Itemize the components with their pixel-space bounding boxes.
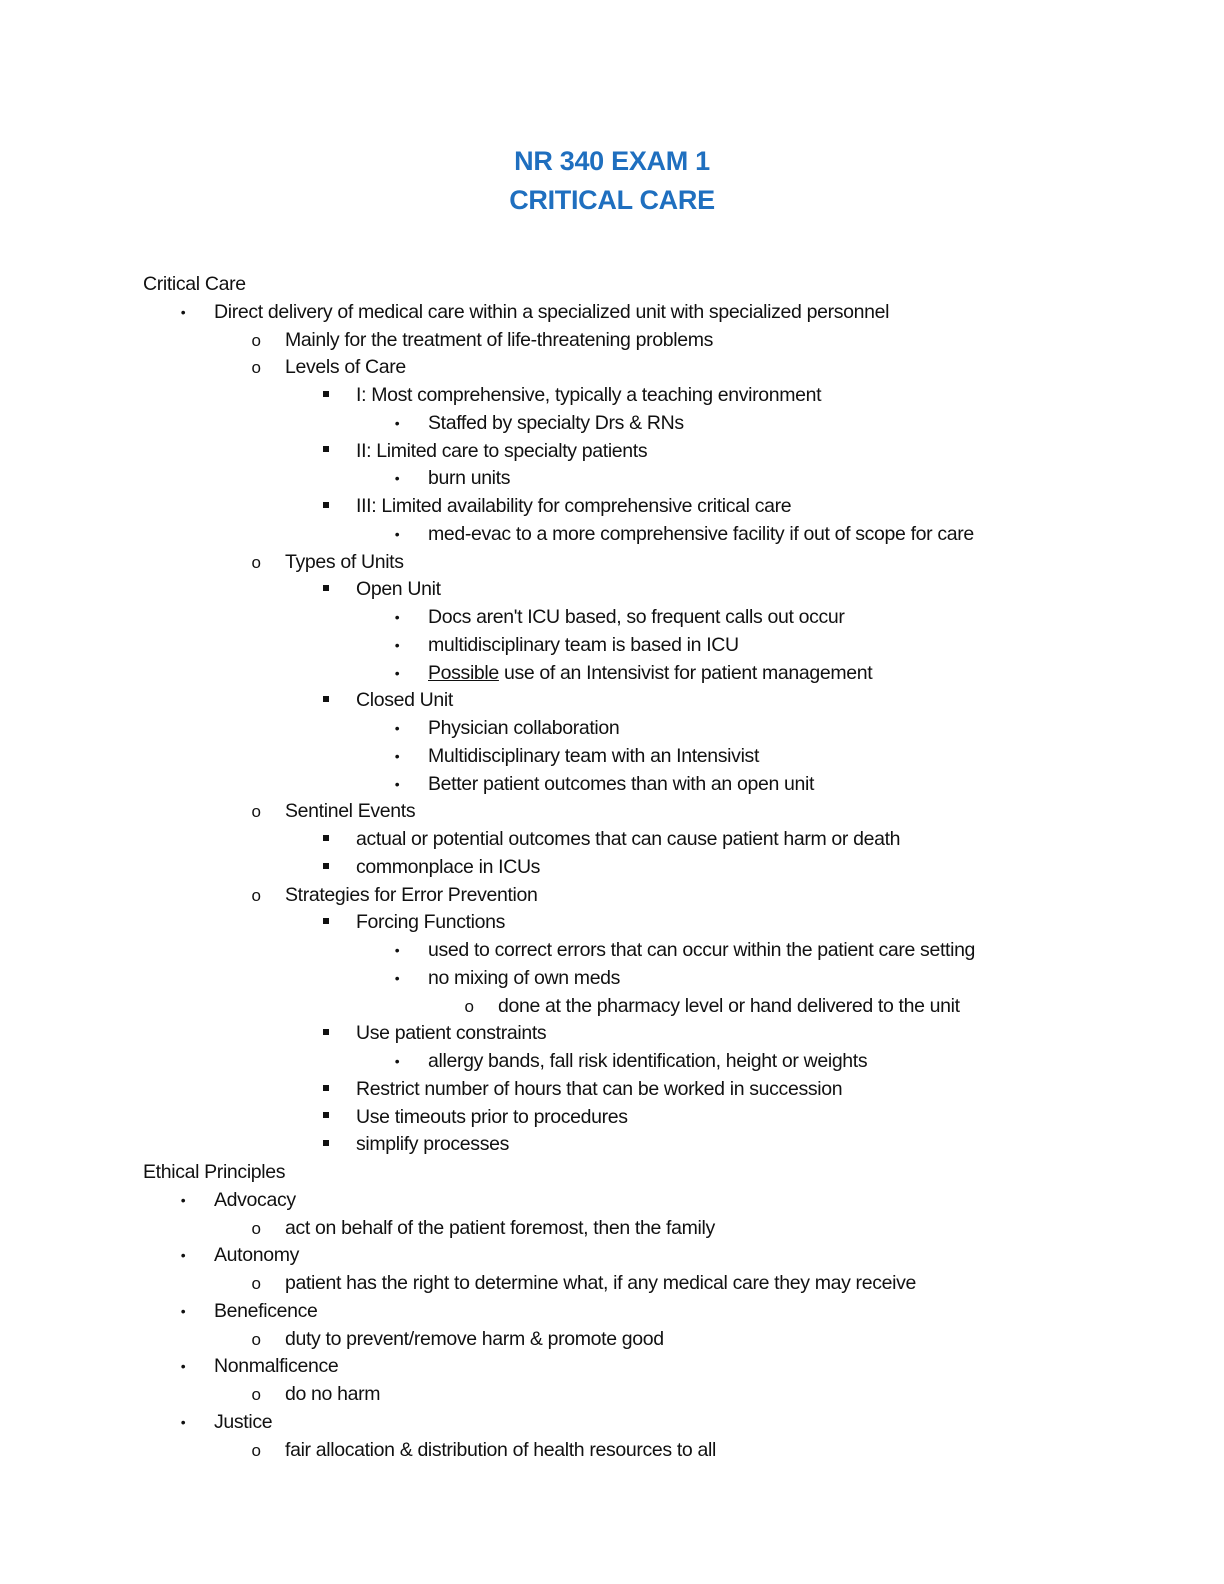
list-item — [0, 937, 1224, 965]
bullet-icon: • — [394, 609, 400, 625]
list-item — [0, 465, 1224, 493]
document-title: NR 340 EXAM 1 — [514, 146, 710, 176]
square-bullet-icon — [319, 909, 333, 937]
square-bullet-shape — [323, 696, 329, 702]
square-bullet-icon — [319, 826, 333, 854]
circle-bullet-icon: o — [251, 330, 261, 350]
list-item-text: Nonmalficence — [214, 1355, 339, 1378]
list-item-text: Advocacy — [214, 1188, 296, 1211]
bullet-icon: • — [180, 1247, 186, 1264]
bullet-icon: • — [394, 775, 400, 792]
square-bullet-icon — [319, 382, 333, 410]
list-item-text: II: Limited care to specialty patients — [356, 439, 648, 462]
list-item — [0, 382, 1224, 410]
circle-bullet-icon: o — [251, 552, 261, 572]
circle-bullet-icon: o — [251, 802, 261, 822]
circle-bullet-icon: o — [251, 1385, 261, 1404]
square-bullet-shape — [323, 1029, 329, 1035]
list-item-text: med-evac to a more comprehensive facility if out of scope for care — [428, 522, 974, 545]
list-item — [0, 1076, 1224, 1104]
bullet-icon: • — [180, 1358, 186, 1375]
list-item-text: Staffed by specialty Drs & RNs — [428, 411, 684, 434]
list-item-text: Beneficence — [214, 1299, 318, 1322]
list-item-text: Types of Units — [285, 550, 404, 573]
list-item-text: simplify processes — [356, 1133, 509, 1156]
underlined-text: Possible — [428, 661, 499, 684]
list-item-text: do no harm — [285, 1383, 381, 1405]
bullet-icon: • — [394, 720, 400, 736]
list-item-text: III: Limited availability for comprehensive critical care — [356, 495, 792, 517]
list-item-text: Restrict number of hours that can be worked in succession — [356, 1077, 843, 1100]
list-item-text: I: Most comprehensive, typically a teaching environment — [356, 384, 822, 406]
square-bullet-icon — [319, 1020, 333, 1048]
list-item-text: Docs aren't ICU based, so frequent calls out occur — [428, 606, 845, 628]
list-item-text — [428, 660, 872, 688]
square-bullet-icon — [319, 438, 333, 466]
square-bullet-shape — [323, 446, 329, 452]
square-bullet-shape — [323, 835, 329, 841]
bullet-icon: • — [180, 1302, 186, 1319]
list-item — [0, 882, 1224, 910]
square-bullet-icon — [319, 493, 333, 521]
square-bullet-shape — [323, 1140, 329, 1146]
circle-bullet-icon: o — [251, 1274, 261, 1293]
list-item-text: Mainly for the treatment of life-threatening problems — [285, 328, 713, 351]
list-item — [0, 715, 1224, 743]
list-item-text: done at the pharmacy level or hand delivered to the unit — [498, 994, 960, 1017]
square-bullet-shape — [323, 391, 329, 397]
list-item-text-rest: use of an Intensivist for patient management — [498, 661, 873, 684]
bullet-icon: • — [180, 1413, 186, 1430]
bullet-icon: • — [394, 664, 400, 681]
list-item-text: Sentinel Events — [285, 800, 416, 823]
circle-bullet-icon: o — [251, 885, 261, 905]
list-item — [0, 576, 1224, 604]
section-heading — [0, 1159, 1224, 1187]
list-item-text: Closed Unit — [356, 689, 453, 712]
list-item — [0, 1048, 1224, 1076]
outline-body — [0, 271, 1224, 1464]
list-item — [0, 1326, 1224, 1354]
list-item-text: Use patient constraints — [356, 1022, 547, 1045]
list-item-text: Levels of Care — [285, 356, 406, 379]
list-item-text: used to correct errors that can occur within the patient care setting — [428, 939, 976, 961]
list-item — [0, 327, 1224, 355]
list-item — [0, 299, 1224, 327]
list-item — [0, 1242, 1224, 1270]
bullet-icon: • — [394, 969, 400, 986]
square-bullet-shape — [323, 585, 329, 591]
list-item — [0, 1104, 1224, 1132]
list-item-text: fair allocation & distribution of health resources to all — [285, 1438, 716, 1461]
list-item — [0, 909, 1224, 937]
circle-bullet-icon: o — [464, 996, 474, 1016]
list-item-text: actual or potential outcomes that can cause patient harm or death — [356, 828, 901, 850]
section-heading — [0, 271, 1224, 299]
bullet-icon: • — [394, 1053, 400, 1069]
circle-bullet-icon: o — [251, 358, 261, 378]
list-item — [0, 965, 1224, 993]
list-item — [0, 1409, 1224, 1437]
list-item-text: Strategies for Error Prevention — [285, 883, 538, 906]
list-item — [0, 1437, 1224, 1465]
list-item — [0, 354, 1224, 382]
circle-bullet-icon: o — [251, 1440, 261, 1460]
square-bullet-shape — [323, 1085, 329, 1091]
list-item — [0, 1270, 1224, 1298]
list-item-text: Better patient outcomes than with an open unit — [428, 772, 815, 795]
list-item — [0, 604, 1224, 632]
square-bullet-shape — [323, 918, 329, 924]
square-bullet-shape — [323, 502, 329, 508]
list-item — [0, 1131, 1224, 1159]
list-item — [0, 854, 1224, 882]
list-item — [0, 1381, 1224, 1409]
bullet-icon: • — [180, 303, 186, 320]
list-item — [0, 687, 1224, 715]
list-item-text: multidisciplinary team is based in ICU — [428, 633, 739, 656]
list-item-text: patient has the right to determine what, if any medical care they may receive — [285, 1272, 916, 1294]
list-item-text: Multidisciplinary team with an Intensivist — [428, 744, 760, 767]
list-item-text: act on behalf of the patient foremost, then the family — [285, 1216, 715, 1239]
list-item — [0, 826, 1224, 854]
bullet-icon: • — [394, 747, 400, 764]
circle-bullet-icon: o — [251, 1329, 261, 1349]
list-item-text: Critical Care — [143, 273, 246, 295]
list-item-text: Forcing Functions — [356, 911, 506, 934]
square-bullet-icon — [319, 1131, 333, 1159]
list-item-text: Use timeouts prior to procedures — [356, 1105, 628, 1128]
list-item-text: commonplace in ICUs — [356, 855, 541, 878]
list-item-text: duty to prevent/remove harm & promote good — [285, 1327, 664, 1350]
square-bullet-shape — [323, 1112, 329, 1118]
list-item — [0, 1353, 1224, 1381]
bullet-icon: • — [394, 636, 400, 653]
list-item — [0, 438, 1224, 466]
circle-bullet-icon: o — [251, 1218, 261, 1238]
list-item-text: Direct delivery of medical care within a specialized unit with specialized personnel — [214, 300, 890, 323]
bullet-icon: • — [394, 470, 400, 487]
list-item — [0, 410, 1224, 438]
list-item-text: Physician collaboration — [428, 717, 620, 739]
list-item — [0, 1215, 1224, 1243]
list-item — [0, 660, 1224, 688]
list-item — [0, 1020, 1224, 1048]
list-item-text: Ethical Principles — [143, 1161, 286, 1183]
list-item — [0, 493, 1224, 521]
list-item — [0, 798, 1224, 826]
square-bullet-icon — [319, 854, 333, 882]
bullet-icon: • — [394, 525, 400, 542]
square-bullet-icon — [319, 1104, 333, 1132]
list-item-text: burn units — [428, 467, 511, 490]
list-item-text: no mixing of own meds — [428, 966, 621, 989]
square-bullet-icon — [319, 1076, 333, 1104]
list-item-text: Justice — [214, 1410, 273, 1433]
square-bullet-shape — [323, 863, 329, 869]
list-item — [0, 993, 1224, 1021]
list-item — [0, 549, 1224, 577]
list-item-text: Autonomy — [214, 1244, 299, 1267]
square-bullet-icon — [319, 576, 333, 604]
bullet-icon: • — [394, 414, 400, 431]
list-item-text: Open Unit — [356, 578, 441, 601]
list-item — [0, 521, 1224, 549]
document-subtitle: CRITICAL CARE — [509, 185, 715, 215]
bullet-icon: • — [394, 942, 400, 958]
square-bullet-icon — [319, 687, 333, 715]
bullet-icon: • — [180, 1191, 186, 1208]
list-item-text: allergy bands, fall risk identification, height or weights — [428, 1050, 868, 1072]
list-item — [0, 632, 1224, 660]
list-item — [0, 1298, 1224, 1326]
list-item — [0, 771, 1224, 799]
list-item — [0, 1187, 1224, 1215]
list-item — [0, 743, 1224, 771]
